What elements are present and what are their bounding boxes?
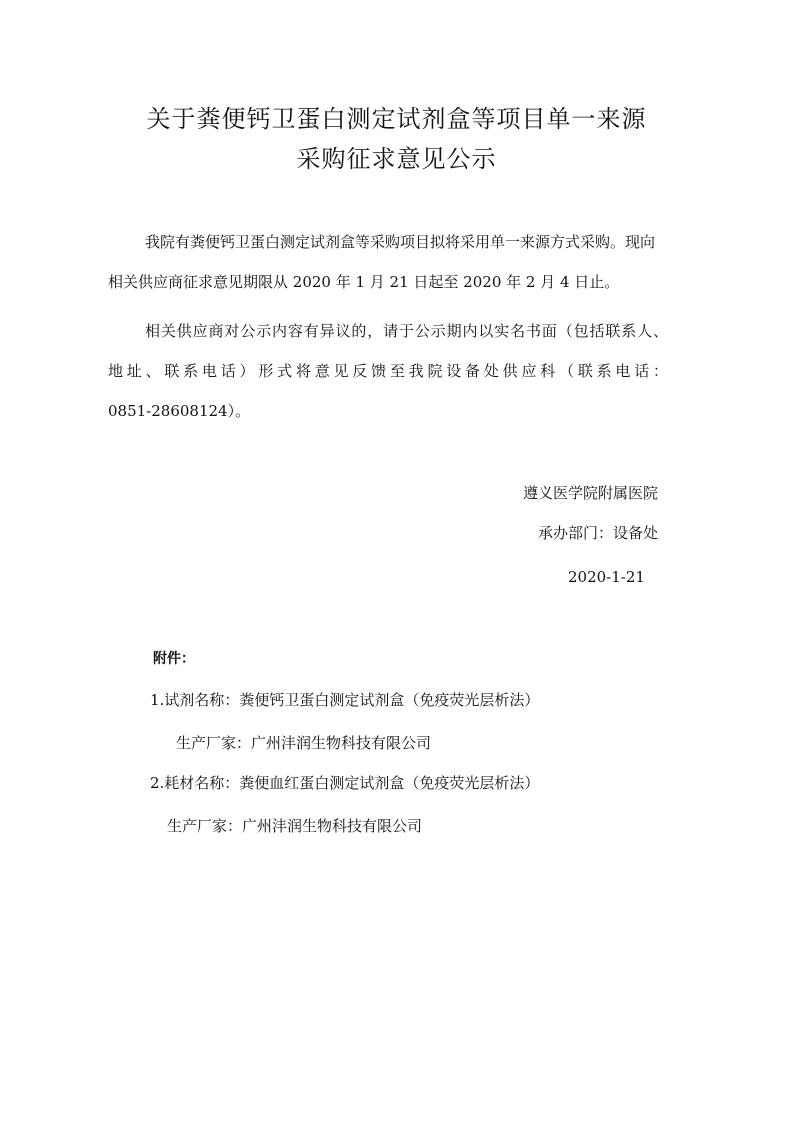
- attachment-item-1-name: 1.试剂名称：粪便钙卫蛋白测定试剂盒（免疫荧光层析法）: [150, 691, 540, 709]
- signature-date: 2020-1-21: [568, 568, 645, 586]
- attachments-heading: 附件：: [153, 651, 195, 667]
- paragraph-2-line-3: 0851-28608124）。: [108, 402, 251, 420]
- paragraph-2-line-2: 地址、联系电话）形式将意见反馈至我院设备处供应科（联系电话：: [108, 362, 668, 380]
- document-title-line-1: 关于粪便钙卫蛋白测定试剂盒等项目单一来源: [146, 105, 647, 133]
- signature-organization: 遵义医学院附属医院: [523, 484, 659, 502]
- attachment-item-1-maker: 生产厂家：广州沣润生物科技有限公司: [176, 734, 432, 752]
- paragraph-2-line-1: 相关供应商对公示内容有异议的，请于公示期内以实名书面（包括联系人、: [145, 322, 668, 340]
- attachment-item-2-maker: 生产厂家：广州沣润生物科技有限公司: [167, 817, 423, 835]
- document-title-line-2: 采购征求意见公示: [296, 145, 497, 173]
- attachment-item-2-name: 2.耗材名称：粪便血红蛋白测定试剂盒（免疫荧光层析法）: [150, 774, 540, 792]
- body-paragraph-1: 我院有粪便钙卫蛋白测定试剂盒等采购项目拟将采用单一来源方式采购。现向相关供应商征求意见期限从 2020 年 1 月 21 日起至 2020 年 2 月 4 日止。: [108, 233, 656, 291]
- body-paragraph-2: [108, 311, 668, 431]
- signature-department: 承办部门：设备处: [538, 524, 659, 542]
